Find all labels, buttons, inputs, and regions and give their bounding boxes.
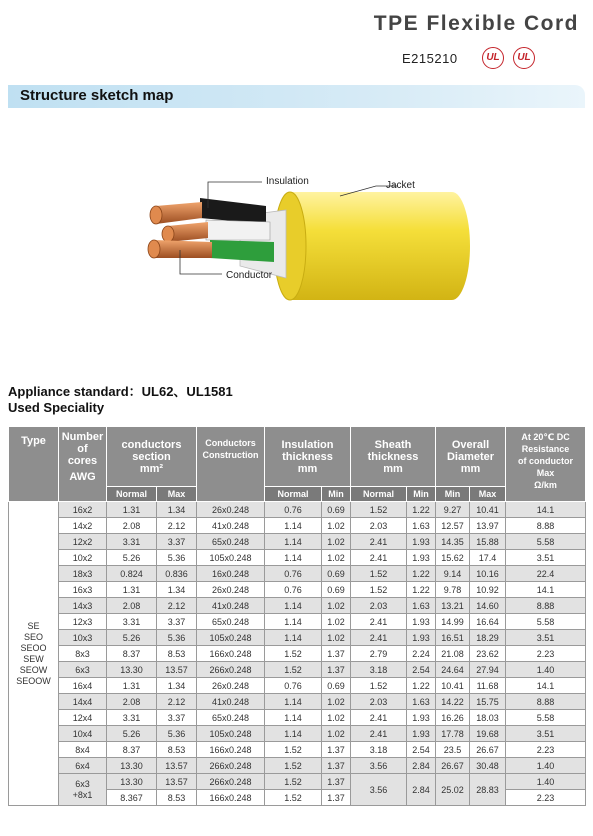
- table-cell: 15.88: [470, 534, 506, 550]
- table-cell: 9.14: [436, 566, 470, 582]
- certification-row: [402, 44, 562, 72]
- col-type: Type: [9, 427, 59, 502]
- table-cell: 1.52: [351, 678, 407, 694]
- table-cell: 18x3: [59, 566, 107, 582]
- table-cell: 5.58: [506, 710, 586, 726]
- table-cell: 3.37: [157, 534, 197, 550]
- table-cell: 1.52: [265, 646, 322, 662]
- col-sheath: Sheath thickness mm: [351, 427, 436, 487]
- table-cell: 1.93: [407, 630, 436, 646]
- table-cell: 2.84: [407, 774, 436, 806]
- cable-structure-diagram: [140, 170, 480, 310]
- table-cell: 1.34: [157, 678, 197, 694]
- table-row: [9, 502, 586, 518]
- table-cell: 10.92: [470, 582, 506, 598]
- table-cell: 5.26: [107, 630, 157, 646]
- table-cell: 3.31: [107, 614, 157, 630]
- table-cell: 14x4: [59, 694, 107, 710]
- table-cell: 27.94: [470, 662, 506, 678]
- table-cell: 105x0.248: [197, 630, 265, 646]
- table-cell: 1.52: [265, 774, 322, 790]
- insulation-label: Insulation: [266, 176, 309, 187]
- table-cell: 16x3: [59, 582, 107, 598]
- table-cell: 3.51: [506, 630, 586, 646]
- table-cell: 41x0.248: [197, 598, 265, 614]
- table-cell: 1.40: [506, 758, 586, 774]
- table-cell: 0.76: [265, 502, 322, 518]
- table-cell: 13.21: [436, 598, 470, 614]
- table-cell: 28.83: [470, 774, 506, 806]
- table-cell: 65x0.248: [197, 534, 265, 550]
- table-cell: 5.26: [107, 550, 157, 566]
- table-cell: 15.62: [436, 550, 470, 566]
- table-cell: 2.41: [351, 550, 407, 566]
- col-diameter: Overall Diameter mm: [436, 427, 506, 487]
- table-cell: 2.41: [351, 630, 407, 646]
- table-cell: 3.31: [107, 710, 157, 726]
- table-cell: 10.41: [470, 502, 506, 518]
- table-cell: 1.14: [265, 614, 322, 630]
- table-cell: 3.51: [506, 550, 586, 566]
- conductor-1: [156, 202, 202, 224]
- table-row: [9, 694, 586, 710]
- table-cell: 16x2: [59, 502, 107, 518]
- table-cell: 1.37: [322, 790, 351, 806]
- table-cell: 8.367: [107, 790, 157, 806]
- col-insulation: Insulation thickness mm: [265, 427, 351, 487]
- table-cell: 1.02: [322, 630, 351, 646]
- table-cell: 16.64: [470, 614, 506, 630]
- table-cell: 1.37: [322, 758, 351, 774]
- table-cell: 3.37: [157, 614, 197, 630]
- table-cell: 1.52: [351, 582, 407, 598]
- table-cell: 0.69: [322, 566, 351, 582]
- subcol-section-max: Max: [157, 487, 197, 502]
- table-row: [9, 630, 586, 646]
- table-cell: 14.22: [436, 694, 470, 710]
- table-cell: 3.31: [107, 534, 157, 550]
- section-header: [8, 85, 585, 108]
- table-cell: 1.02: [322, 550, 351, 566]
- table-row: [9, 678, 586, 694]
- table-cell: 26x0.248: [197, 678, 265, 694]
- table-row: [9, 582, 586, 598]
- table-cell: 2.03: [351, 518, 407, 534]
- table-cell: 1.02: [322, 614, 351, 630]
- table-cell: 6x3: [59, 662, 107, 678]
- type-value: SEOO: [20, 642, 47, 653]
- table-cell: 6x4: [59, 758, 107, 774]
- table-cell: 10x2: [59, 550, 107, 566]
- table-cell: 0.76: [265, 566, 322, 582]
- table-cell: 2.03: [351, 598, 407, 614]
- table-cell: 166x0.248: [197, 742, 265, 758]
- table-cell: 17.78: [436, 726, 470, 742]
- table-cell: 14x2: [59, 518, 107, 534]
- table-cell: 5.58: [506, 614, 586, 630]
- table-cell: 1.37: [322, 646, 351, 662]
- table-cell: 9.78: [436, 582, 470, 598]
- table-cell: 2.54: [407, 662, 436, 678]
- standards-block: [8, 384, 233, 416]
- table-cell: 26x0.248: [197, 582, 265, 598]
- subcol-sheath-normal: Normal: [351, 487, 407, 502]
- table-cell: 0.69: [322, 502, 351, 518]
- table-row: [9, 646, 586, 662]
- table-cell: 5.36: [157, 550, 197, 566]
- table-cell: 15.75: [470, 694, 506, 710]
- table-cell: 8.88: [506, 518, 586, 534]
- table-cell: 1.52: [265, 662, 322, 678]
- table-cell: 2.08: [107, 518, 157, 534]
- table-cell: 1.52: [351, 502, 407, 518]
- table-cell: 13.30: [107, 662, 157, 678]
- conductor-3: [154, 240, 212, 258]
- table-cell: 1.93: [407, 550, 436, 566]
- table-cell: 13.57: [157, 774, 197, 790]
- type-value: SEO: [23, 631, 43, 642]
- table-cell: 1.37: [322, 662, 351, 678]
- table-cell: 8x3: [59, 646, 107, 662]
- table-cell: 1.52: [351, 566, 407, 582]
- table-cell: 14.1: [506, 582, 586, 598]
- col-cores-awg: Number of cores AWG: [59, 427, 107, 502]
- table-cell: 8x4: [59, 742, 107, 758]
- table-cell: 1.31: [107, 582, 157, 598]
- table-row: [9, 662, 586, 678]
- type-value: SEOW: [19, 664, 48, 675]
- table-cell: 3.18: [351, 662, 407, 678]
- table-cell: 1.02: [322, 694, 351, 710]
- cable-illustration: [140, 170, 480, 310]
- table-cell: 10x4: [59, 726, 107, 742]
- type-value: SEOOW: [16, 675, 51, 686]
- subcol-diameter-max: Max: [470, 487, 506, 502]
- table-cell: 2.41: [351, 726, 407, 742]
- subcol-section-normal: Normal: [107, 487, 157, 502]
- awg-line: +8x1: [72, 789, 93, 800]
- table-cell: 0.836: [157, 566, 197, 582]
- used-speciality: Used Speciality: [8, 400, 105, 415]
- table-cell: 5.36: [157, 630, 197, 646]
- table-cell: 14.1: [506, 502, 586, 518]
- table-cell: 2.12: [157, 598, 197, 614]
- table-cell: 24.64: [436, 662, 470, 678]
- type-cell: [9, 502, 59, 806]
- table-cell: 2.79: [351, 646, 407, 662]
- jacket-label: Jacket: [386, 180, 415, 191]
- table-row: [9, 534, 586, 550]
- table-row: [9, 614, 586, 630]
- table-row: [9, 710, 586, 726]
- section-title: Structure sketch map: [20, 87, 174, 104]
- table-cell: 105x0.248: [197, 726, 265, 742]
- table-cell: 1.93: [407, 726, 436, 742]
- table-cell: 3.37: [157, 710, 197, 726]
- table-cell: 8.88: [506, 598, 586, 614]
- table-row: [9, 566, 586, 582]
- table-cell: 1.63: [407, 598, 436, 614]
- table-cell: 2.12: [157, 694, 197, 710]
- table-cell: 2.84: [407, 758, 436, 774]
- core-green: [210, 240, 274, 262]
- table-cell: 1.52: [265, 758, 322, 774]
- table-cell: 41x0.248: [197, 518, 265, 534]
- table-cell: 30.48: [470, 758, 506, 774]
- table-cell: 1.14: [265, 518, 322, 534]
- table-cell: 1.37: [322, 774, 351, 790]
- table-cell: 166x0.248: [197, 646, 265, 662]
- table-cell: 13.97: [470, 518, 506, 534]
- table-cell: 25.02: [436, 774, 470, 806]
- type-value: SE: [27, 620, 40, 631]
- table-cell: 65x0.248: [197, 710, 265, 726]
- table-cell: 1.22: [407, 582, 436, 598]
- table-cell: 2.41: [351, 614, 407, 630]
- table-cell: 1.14: [265, 550, 322, 566]
- table-cell: 1.14: [265, 630, 322, 646]
- table-cell: 1.63: [407, 694, 436, 710]
- awg-line: 6x3: [75, 778, 90, 789]
- table-cell: 1.14: [265, 694, 322, 710]
- table-cell: 2.24: [407, 646, 436, 662]
- table-cell: 8.37: [107, 646, 157, 662]
- table-cell: 1.52: [265, 790, 322, 806]
- table-cell-awg-combined: [59, 774, 107, 806]
- table-cell: 1.02: [322, 518, 351, 534]
- spec-table-body: [9, 502, 586, 806]
- subcol-insulation-normal: Normal: [265, 487, 322, 502]
- table-cell: 1.22: [407, 502, 436, 518]
- table-cell: 23.62: [470, 646, 506, 662]
- table-cell: 2.08: [107, 598, 157, 614]
- table-cell: 0.69: [322, 582, 351, 598]
- table-cell: 2.41: [351, 534, 407, 550]
- subcol-diameter-min: Min: [436, 487, 470, 502]
- table-cell: 3.56: [351, 774, 407, 806]
- spec-table: [8, 426, 586, 806]
- table-cell: 1.14: [265, 726, 322, 742]
- table-cell: 14.99: [436, 614, 470, 630]
- table-cell: 8.53: [157, 646, 197, 662]
- table-cell: 5.26: [107, 726, 157, 742]
- table-cell: 0.69: [322, 678, 351, 694]
- table-cell: 2.54: [407, 742, 436, 758]
- table-cell: 266x0.248: [197, 774, 265, 790]
- table-cell: 41x0.248: [197, 694, 265, 710]
- table-cell: 1.02: [322, 726, 351, 742]
- table-cell: 1.14: [265, 710, 322, 726]
- table-row: [9, 550, 586, 566]
- table-cell: 2.08: [107, 694, 157, 710]
- table-cell: 11.68: [470, 678, 506, 694]
- table-cell: 10x3: [59, 630, 107, 646]
- table-cell: 10.41: [436, 678, 470, 694]
- table-cell: 12x3: [59, 614, 107, 630]
- table-cell: 0.76: [265, 678, 322, 694]
- table-cell: 1.37: [322, 742, 351, 758]
- table-cell: 266x0.248: [197, 758, 265, 774]
- table-cell: 8.37: [107, 742, 157, 758]
- table-cell: 2.12: [157, 518, 197, 534]
- appliance-standard: Appliance standard：UL62、UL1581: [8, 384, 233, 399]
- table-cell: 9.27: [436, 502, 470, 518]
- table-cell: 5.36: [157, 726, 197, 742]
- table-cell: 1.31: [107, 502, 157, 518]
- table-cell: 18.03: [470, 710, 506, 726]
- ul-logo-icon: UL: [482, 47, 504, 69]
- table-row: [9, 758, 586, 774]
- table-cell: 65x0.248: [197, 614, 265, 630]
- table-cell: 26x0.248: [197, 502, 265, 518]
- core-white: [206, 220, 270, 240]
- subcol-sheath-min: Min: [407, 487, 436, 502]
- table-cell: 18.29: [470, 630, 506, 646]
- col-resistance: At 20℃ DC Resistance of conductor Max Ω/km: [506, 427, 586, 502]
- table-cell: 1.22: [407, 566, 436, 582]
- col-conductor-section: conductors section mm²: [107, 427, 197, 487]
- table-cell: 1.63: [407, 518, 436, 534]
- table-cell: 23.5: [436, 742, 470, 758]
- col-construction: Conductors Construction: [197, 427, 265, 502]
- table-cell: 1.93: [407, 534, 436, 550]
- table-cell: 16.51: [436, 630, 470, 646]
- table-cell: 13.57: [157, 758, 197, 774]
- table-cell: 1.02: [322, 710, 351, 726]
- table-cell: 21.08: [436, 646, 470, 662]
- table-cell: 2.03: [351, 694, 407, 710]
- table-cell: 1.02: [322, 534, 351, 550]
- table-cell: 0.76: [265, 582, 322, 598]
- table-cell: 13.30: [107, 758, 157, 774]
- table-cell: 12.57: [436, 518, 470, 534]
- table-cell: 1.40: [506, 662, 586, 678]
- table-cell: 3.51: [506, 726, 586, 742]
- table-row: [9, 518, 586, 534]
- cert-code: E215210: [402, 51, 458, 66]
- table-cell: 1.52: [265, 742, 322, 758]
- table-cell: 16x4: [59, 678, 107, 694]
- table-cell: 1.34: [157, 582, 197, 598]
- table-cell: 1.93: [407, 710, 436, 726]
- table-cell: 0.824: [107, 566, 157, 582]
- table-cell: 1.93: [407, 614, 436, 630]
- conductor-label: Conductor: [226, 270, 273, 281]
- table-cell: 12x4: [59, 710, 107, 726]
- page-title: TPE Flexible Cord: [373, 12, 579, 35]
- table-cell: 1.22: [407, 678, 436, 694]
- table-cell: 1.02: [322, 598, 351, 614]
- table-cell: 2.23: [506, 742, 586, 758]
- table-cell: 5.58: [506, 534, 586, 550]
- table-cell: 2.23: [506, 646, 586, 662]
- table-row: [9, 598, 586, 614]
- table-cell: 19.68: [470, 726, 506, 742]
- table-cell: 14.1: [506, 678, 586, 694]
- table-cell: 13.57: [157, 662, 197, 678]
- table-cell: 12x2: [59, 534, 107, 550]
- table-cell: 14.35: [436, 534, 470, 550]
- table-cell: 3.56: [351, 758, 407, 774]
- table-row: [9, 742, 586, 758]
- table-cell: 1.40: [506, 774, 586, 790]
- cul-logo-icon: UL: [513, 47, 535, 69]
- type-value: SEW: [23, 653, 44, 664]
- table-cell: 1.14: [265, 534, 322, 550]
- table-row: [9, 774, 586, 790]
- table-cell: 8.53: [157, 790, 197, 806]
- table-cell: 1.14: [265, 598, 322, 614]
- table-cell: 105x0.248: [197, 550, 265, 566]
- table-cell: 266x0.248: [197, 662, 265, 678]
- table-cell: 1.34: [157, 502, 197, 518]
- table-cell: 22.4: [506, 566, 586, 582]
- table-cell: 8.88: [506, 694, 586, 710]
- subcol-insulation-min: Min: [322, 487, 351, 502]
- table-cell: 14x3: [59, 598, 107, 614]
- table-cell: 16.26: [436, 710, 470, 726]
- table-cell: 26.67: [436, 758, 470, 774]
- table-cell: 26.67: [470, 742, 506, 758]
- table-cell: 13.30: [107, 774, 157, 790]
- table-cell: 10.16: [470, 566, 506, 582]
- table-cell: 1.31: [107, 678, 157, 694]
- table-cell: 14.60: [470, 598, 506, 614]
- table-row: [9, 726, 586, 742]
- table-cell: 16x0.248: [197, 566, 265, 582]
- table-cell: 166x0.248: [197, 790, 265, 806]
- table-cell: 8.53: [157, 742, 197, 758]
- table-cell: 3.18: [351, 742, 407, 758]
- table-cell: 17.4: [470, 550, 506, 566]
- table-cell: 2.41: [351, 710, 407, 726]
- table-cell: 2.23: [506, 790, 586, 806]
